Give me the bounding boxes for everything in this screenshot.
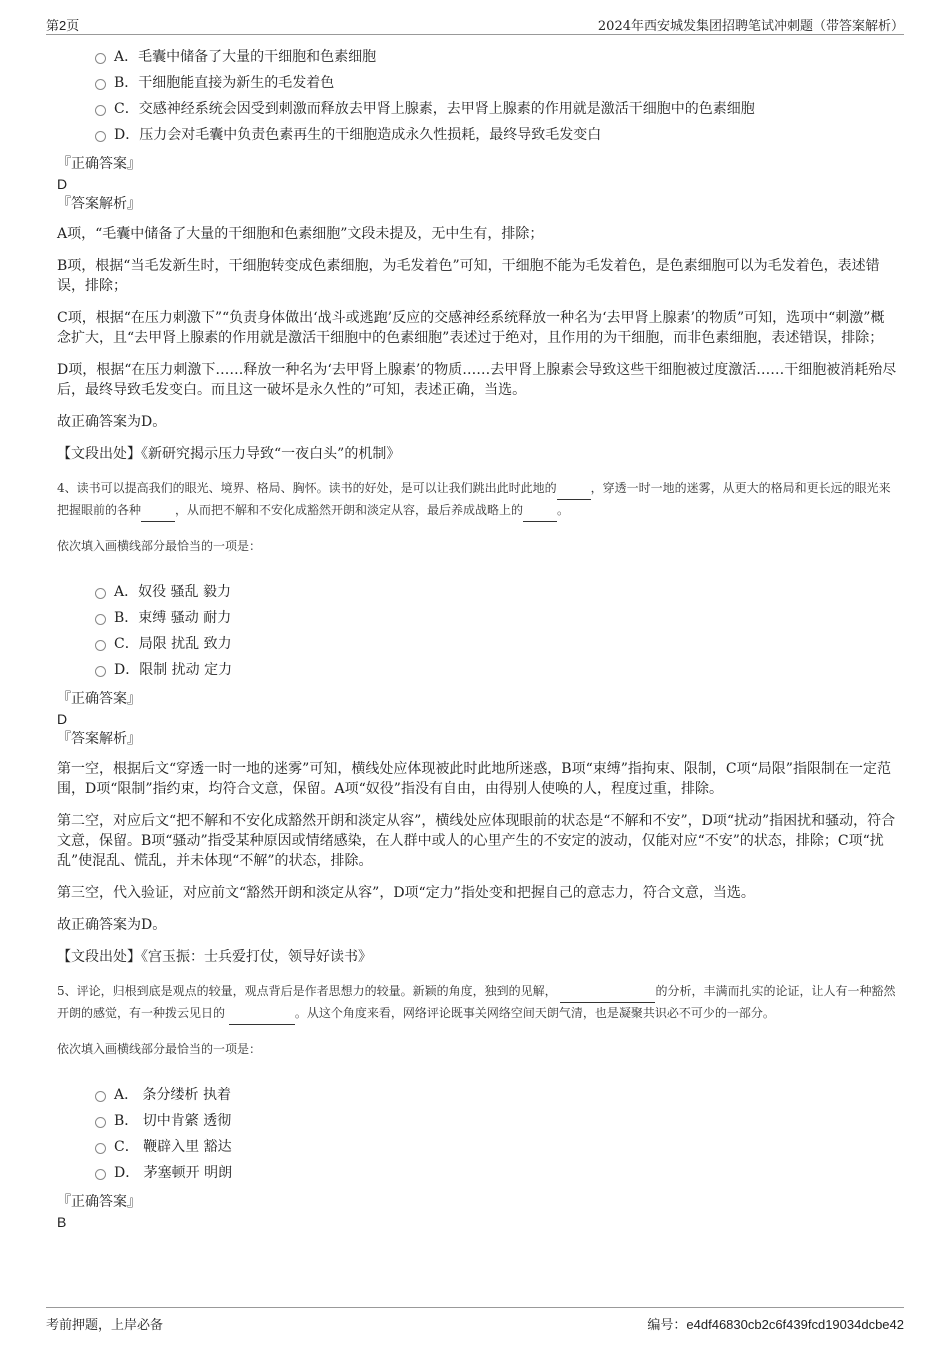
q4-option-b[interactable]: B．束缚 骚动 耐力 <box>95 605 897 631</box>
q3-answer-label: 『正确答案』 <box>57 156 141 172</box>
radio-icon[interactable] <box>95 640 106 651</box>
radio-icon[interactable] <box>95 1091 106 1102</box>
blank <box>560 981 655 1003</box>
q3-conclusion: 故正确答案为D。 <box>57 414 167 430</box>
q5-option-d[interactable]: D． 茅塞顿开 明朗 <box>95 1160 897 1186</box>
q4-option-c[interactable]: C．局限 扰乱 致力 <box>95 631 897 657</box>
blank <box>523 500 557 522</box>
q3-source: 【文段出处】《新研究揭示压力导致“一夜白头”的机制》 <box>57 446 401 462</box>
q4-option-a[interactable]: A．奴役 骚乱 毅力 <box>95 579 897 605</box>
blank <box>141 500 175 522</box>
page-content <box>57 44 897 1232</box>
radio-icon[interactable] <box>95 1117 106 1128</box>
radio-icon[interactable] <box>95 105 106 116</box>
q4-options <box>57 579 897 683</box>
q5-answer: B <box>57 1214 67 1230</box>
q3-analysis-d: D项，根据“在压力刺激下……释放一种名为‘去甲肾上腺素’的物质……去甲肾上腺素会导致这些干细胞被过度激活……干细胞被消耗殆尽后，最终导致毛发变白。而且这一破坏是永久性的”可知，表述正确，当选。 <box>57 362 897 398</box>
q5-options <box>57 1082 897 1186</box>
q4-conclusion: 故正确答案为D。 <box>57 917 167 933</box>
q4-stem: 4、读书可以提高我们的眼光、境界、格局、胸怀。读书的好处，是可以让我们跳出此时此地的 ，穿透一时一地的迷雾，从更大的格局和更长远的眼光来把握眼前的各种 ，从而把不解和不安化成豁然开朗和淡定从容，最后养成战略上的 。 <box>57 478 897 522</box>
q4-instruction: 依次填入画横线部分最恰当的一项是： <box>57 539 262 553</box>
page-header <box>46 14 904 35</box>
blank <box>557 478 591 500</box>
q5-stem: 5、评论，归根到底是观点的较量，观点背后是作者思想力的较量。新颖的角度，独到的见解， 的分析，丰满而扎实的论证，让人有一种豁然开朗的感觉，有一种拨云见日的 。从这个角度来看，网络评论既事关网络空间天朗气清，也是凝聚共识必不可少的一部分。 <box>57 981 897 1025</box>
q3-analysis-label: 『答案解析』 <box>57 196 141 212</box>
q4-analysis-label: 『答案解析』 <box>57 731 141 747</box>
q3-analysis-a: A项，“毛囊中储备了大量的干细胞和色素细胞”文段未提及，无中生有，排除； <box>57 226 544 242</box>
q3-option-a[interactable]: A．毛囊中储备了大量的干细胞和色素细胞 <box>95 44 897 70</box>
q4-analysis-2: 第二空，对应后文“把不解和不安化成豁然开朗和淡定从容”，横线处应体现眼前的状态是“不解和不安”，D项“扰动”指困扰和骚动，符合文意，保留。B项“骚动”指受某种原因或情绪感染，在人群中或人的心里产生的不安定的波动，仅能对应“不安”的状态，排除；C项“扰乱”使混乱、慌乱，并未体现“不解”的状态，排除。 <box>57 813 896 869</box>
radio-icon[interactable] <box>95 1169 106 1180</box>
q3-analysis-c: C项，根据“在压力刺激下”“负责身体做出‘战斗或逃跑’反应的交感神经系统释放一种名为‘去甲肾上腺素’的物质”可知，选项中“刺激”概念扩大，且“去甲肾上腺素的作用就是激活干细胞中的色素细胞”表述过于绝对，且作用的为干细胞，而非色素细胞，表述错误，排除； <box>57 310 885 346</box>
q3-option-b[interactable]: B．干细胞能直接为新生的毛发着色 <box>95 70 897 96</box>
radio-icon[interactable] <box>95 79 106 90</box>
document-title: 2024年西安城发集团招聘笔试冲刺题（带答案解析） <box>597 19 904 34</box>
q4-option-d[interactable]: D．限制 扰动 定力 <box>95 657 897 683</box>
q5-option-b[interactable]: B． 切中肯綮 透彻 <box>95 1108 897 1134</box>
q5-answer-label: 『正确答案』 <box>57 1194 141 1210</box>
radio-icon[interactable] <box>95 131 106 142</box>
q5-option-a[interactable]: A． 条分缕析 执着 <box>95 1082 897 1108</box>
q3-analysis-b: B项，根据“当毛发新生时，干细胞转变成色素细胞，为毛发着色”可知，干细胞不能为毛发着色，是色素细胞可以为毛发着色，表述错误，排除； <box>57 258 880 294</box>
q3-options <box>57 44 897 148</box>
q5-instruction: 依次填入画横线部分最恰当的一项是： <box>57 1042 262 1056</box>
radio-icon[interactable] <box>95 53 106 64</box>
radio-icon[interactable] <box>95 666 106 677</box>
q4-answer: D <box>57 711 68 727</box>
q3-answer: D <box>57 176 68 192</box>
q3-option-c[interactable]: C．交感神经系统会因受到刺激而释放去甲肾上腺素，去甲肾上腺素的作用就是激活干细胞中的色素细胞 <box>95 96 897 122</box>
q5-option-c[interactable]: C． 鞭辟入里 豁达 <box>95 1134 897 1160</box>
blank <box>229 1003 295 1025</box>
footer-slogan: 考前押题，上岸必备 <box>46 1318 164 1333</box>
radio-icon[interactable] <box>95 588 106 599</box>
q4-analysis-3: 第三空，代入验证，对应前文“豁然开朗和淡定从容”，D项“定力”指处变和把握自己的意志力，符合文意，当选。 <box>57 885 755 901</box>
radio-icon[interactable] <box>95 614 106 625</box>
q4-answer-label: 『正确答案』 <box>57 691 141 707</box>
q3-option-d[interactable]: D．压力会对毛囊中负责色素再生的干细胞造成永久性损耗，最终导致毛发变白 <box>95 122 897 148</box>
document-code: 编号：e4df46830cb2c6f439fcd19034dcbe42 <box>647 1317 904 1333</box>
page-number: 第2页 <box>46 18 80 33</box>
q4-analysis-1: 第一空，根据后文“穿透一时一地的迷雾”可知，横线处应体现被此时此地所迷惑，B项“束缚”指拘束、限制，C项“局限”指限制在一定范围，D项“限制”指约束，均符合文意，保留。A项“奴役”指没有自由，由得别人使唤的人，程度过重，排除。 <box>57 761 891 797</box>
page-footer <box>46 1307 904 1334</box>
q4-source: 【文段出处】《宫玉振：士兵爱打仗，领导好读书》 <box>57 949 372 965</box>
radio-icon[interactable] <box>95 1143 106 1154</box>
